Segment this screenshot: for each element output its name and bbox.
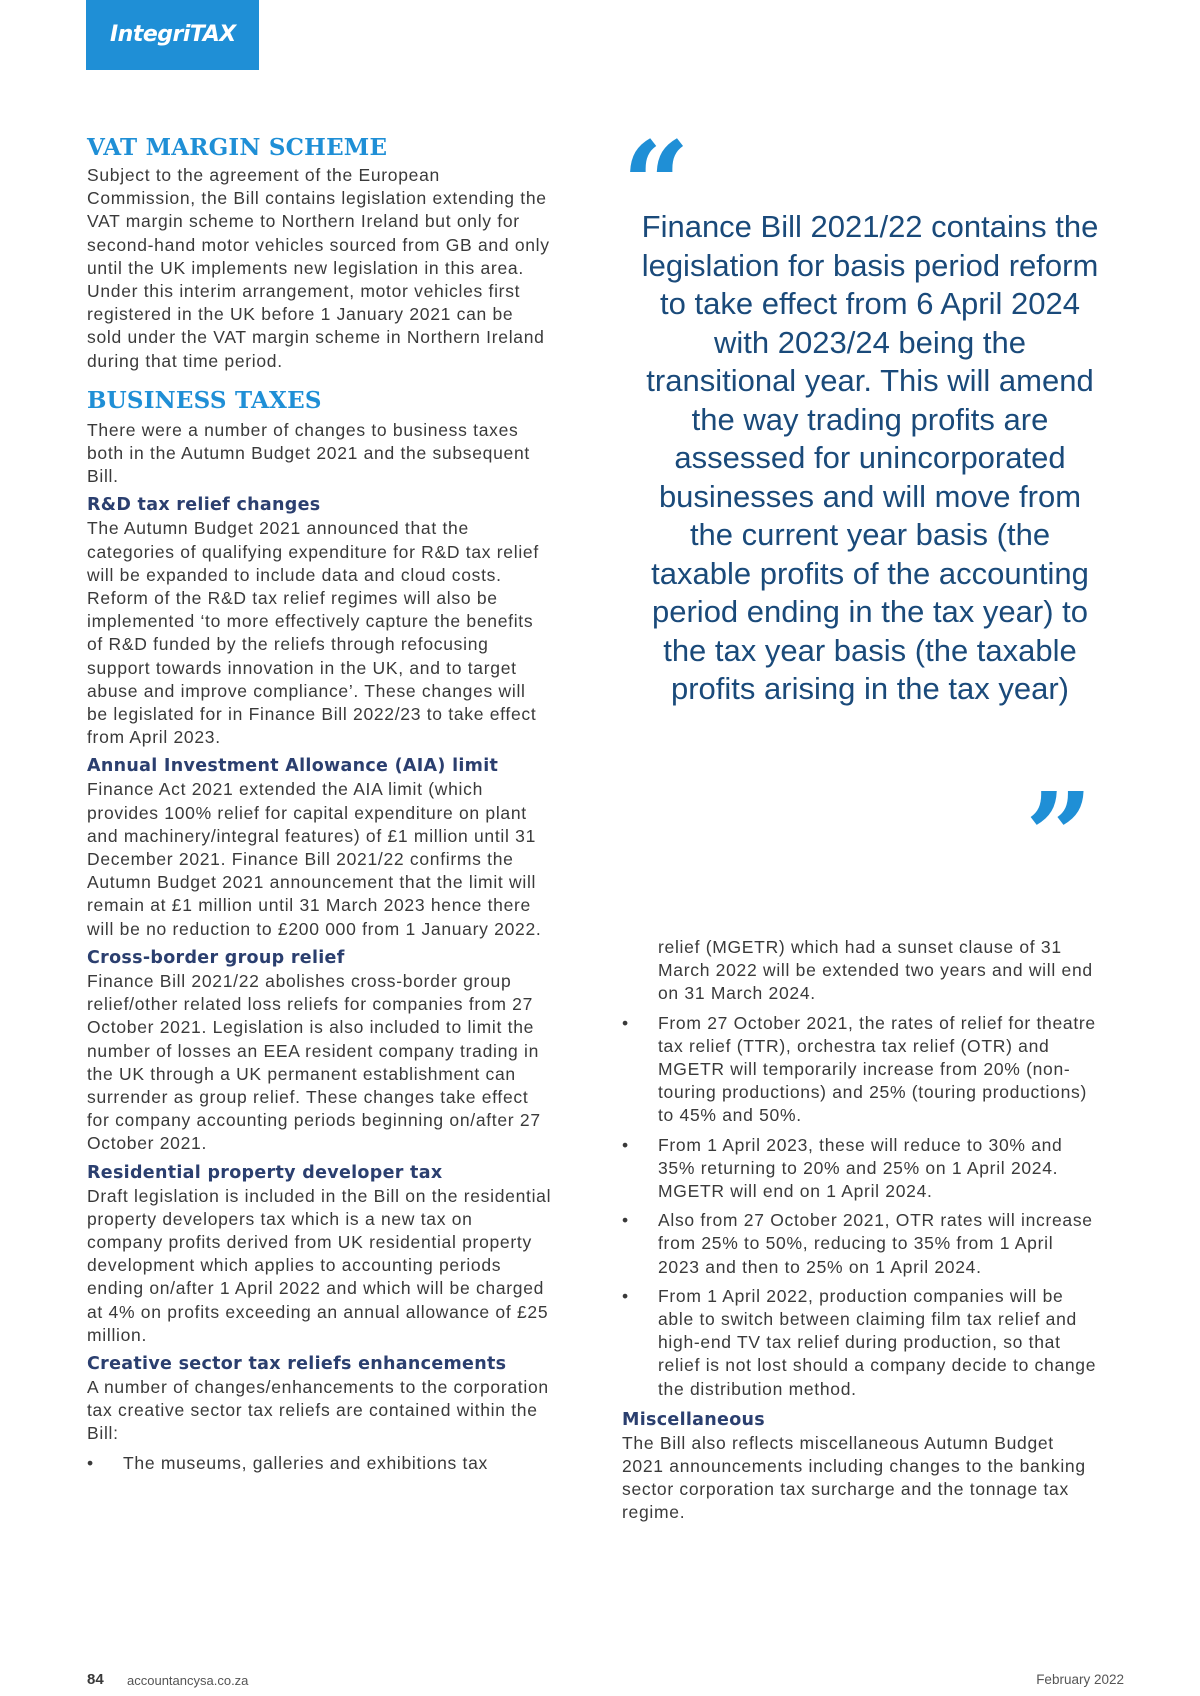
cross-border-body: Finance Bill 2021/22 abolishes cross-border group relief/other related loss reliefs for companies from 27 October 2021. Legislation is also included to limit the number of losses an EEA resident company trading in the UK through a UK permanent establishment can surrender as group relief. These changes take effect for company accounting periods beginning on/after 27 October 2021. bbox=[87, 970, 541, 1154]
footer-date: February 2022 bbox=[1036, 1672, 1124, 1687]
rpdt-body: Draft legislation is included in the Bill on the residential property developers tax which is a new tax on company profits derived from UK residential property development which applies to accounting periods ending on/after 1 April 2022 and which will be charged at 4% on profits exceeding an annual allowance of £25 million. bbox=[87, 1185, 552, 1345]
business-taxes-intro: There were a number of changes to business taxes both in the Autumn Budget 2021 and the subsequent Bill. bbox=[87, 419, 530, 487]
rd-relief-body: The Autumn Budget 2021 announced that the categories of qualifying expenditure for R&D tax relief will be expanded to include data and cloud costs. Reform of the R&D tax relief regimes will also be implemented ‘to more effectively capture the benefits of R&D funded by the reliefs through refocusing support towards innovation in the UK, and to target abuse and improve compliance’. These changes will be legislated for in Finance Bill 2022/23 to take effect from April 2023. bbox=[87, 518, 539, 748]
miscellaneous-heading: Miscellaneous bbox=[622, 1409, 766, 1430]
publication-logo-text: IntegriTAX bbox=[110, 22, 236, 47]
museums-relief-continuation: relief (MGETR) which had a sunset clause of 31 March 2022 will be extended two years and will end on 31 March 2024. bbox=[658, 937, 1093, 1004]
close-quote-icon: ” bbox=[1025, 766, 1093, 905]
page-number: 84 bbox=[87, 1671, 104, 1688]
miscellaneous-body: The Bill also reflects miscellaneous Autumn Budget 2021 announcements including changes to the banking sector corporation tax surcharge and the tonnage tax regime. bbox=[622, 1432, 1086, 1523]
bullet-ttr-otr-rates: • From 27 October 2021, the rates of relief for theatre tax relief (TTR), orchestra tax relief (OTR) and MGETR will temporarily increase from 20% (non-touring productions) and 25% (touring productions) to 45% and 50%. bbox=[622, 1012, 1100, 1128]
aia-heading: Annual Investment Allowance (AIA) limit bbox=[87, 756, 499, 777]
footer-website: accountancysa.co.za bbox=[127, 1673, 249, 1688]
rpdt-heading: Residential property developer tax bbox=[87, 1162, 443, 1183]
right-column bbox=[622, 936, 1100, 1525]
cross-border-heading: Cross-border group relief bbox=[87, 947, 345, 968]
bullet-production-switch: • From 1 April 2022, production companies will be able to switch between claiming film tax relief and high-end TV tax relief during production, so that relief is not lost should a company decide to change the distribution method. bbox=[622, 1285, 1100, 1401]
left-column bbox=[87, 134, 552, 1475]
vat-margin-body: Subject to the agreement of the European Commission, the Bill contains legislation extending the VAT margin scheme to Northern Ireland but only for second-hand motor vehicles sourced from GB and only until the UK implements new legislation in this area. Under this interim arrangement, motor vehicles first registered in the UK before 1 January 2021 can be sold under the VAT margin scheme in Northern Ireland during that time period. bbox=[87, 165, 550, 371]
bullet-rates-reduce: • From 1 April 2023, these will reduce to 30% and 35% returning to 20% and 25% on 1 April 2024. MGETR will end on 1 April 2024. bbox=[622, 1134, 1100, 1204]
rd-relief-heading: R&D tax relief changes bbox=[87, 495, 321, 516]
open-quote-icon: “ bbox=[622, 115, 690, 254]
creative-bullet-1: • The museums, galleries and exhibitions tax bbox=[87, 1452, 552, 1475]
pull-quote-text: Finance Bill 2021/22 contains the legislation for basis period reform to take effect from 6 April 2024 with 2023/24 being the transitional year. This will amend the way trading profits are assessed for unincorporated businesses and will move from the current year basis (the taxable profits of the accounting period ending in the tax year) to the tax year basis (the taxable profits arising in the tax year) bbox=[641, 209, 1099, 706]
aia-body: Finance Act 2021 extended the AIA limit (which provides 100% relief for capital expenditure on plant and machinery/integral features) of £1 million until 31 December 2021. Finance Bill 2021/22 confirms the Autumn Budget 2021 announcement that the limit will remain at £1 million until 31 March 2023 hence there will be no reduction to £200 000 from 1 January 2022. bbox=[87, 779, 542, 939]
bullet-otr-rates: • Also from 27 October 2021, OTR rates will increase from 25% to 50%, reducing to 35% from 1 April 2023 and then to 25% on 1 April 2024. bbox=[622, 1209, 1100, 1279]
creative-sector-heading: Creative sector tax reliefs enhancements bbox=[87, 1353, 507, 1374]
creative-sector-body: A number of changes/enhancements to the corporation tax creative sector tax reliefs are contained within the Bill: bbox=[87, 1376, 549, 1444]
business-taxes-heading: BUSINESS TAXES bbox=[87, 386, 322, 414]
vat-margin-heading: VAT MARGIN SCHEME bbox=[87, 134, 388, 161]
